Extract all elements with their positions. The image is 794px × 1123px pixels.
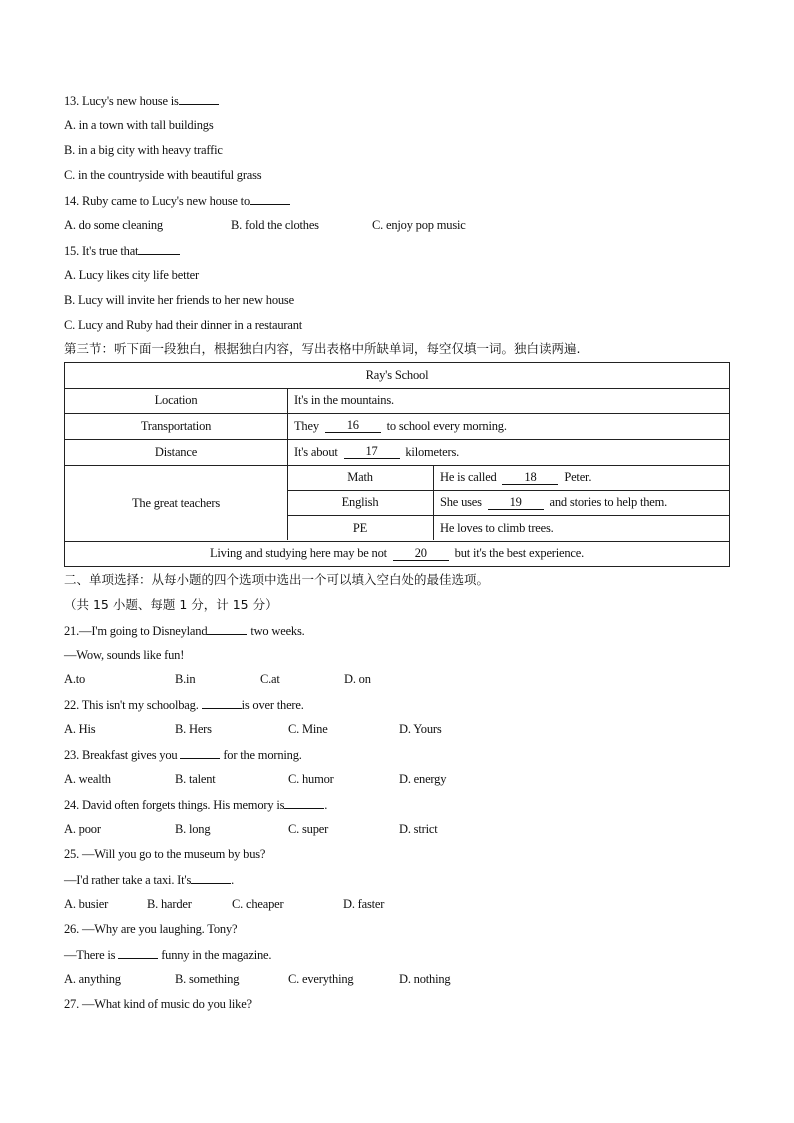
q25-option-c: C. cheaper	[232, 897, 284, 911]
answer-blank	[138, 242, 180, 255]
q21-option-d: D. on	[344, 672, 371, 686]
answer-blank	[191, 871, 231, 884]
location-value: It's in the mountains.	[294, 393, 394, 407]
q25-option-a: A. busier	[64, 897, 109, 911]
part-2-note: （共 15 小题、每题 1 分，计 15 分）	[64, 597, 278, 612]
q26-option-a: A. anything	[64, 972, 121, 986]
q13-option-b: B. in a big city with heavy traffic	[64, 143, 223, 157]
blank-19: 19	[488, 496, 544, 510]
q21-line1: 21.—I'm going to Disneyland two weeks.	[64, 624, 305, 638]
table-footer: Living and studying here may be not 20 but it's the best experience.	[209, 545, 585, 560]
q23-option-b: B. talent	[175, 772, 216, 786]
answer-blank	[207, 622, 247, 635]
q23-option-c: C. humor	[288, 772, 334, 786]
math-label: Math	[347, 470, 373, 484]
q22-option-b: B. Hers	[175, 722, 212, 736]
q25-option-b: B. harder	[147, 897, 192, 911]
teachers-label: The great teachers	[131, 495, 220, 510]
table-title: Ray's School	[365, 368, 429, 382]
q13-option-c: C. in the countryside with beautiful grass	[64, 168, 262, 182]
answer-blank	[202, 696, 242, 709]
q24-option-b: B. long	[175, 822, 211, 836]
q15-option-c: C. Lucy and Ruby had their dinner in a restaurant	[64, 318, 303, 332]
english-value: She uses 19 and stories to help them.	[440, 494, 668, 509]
section-3-instructions: 第三节：听下面一段独白，根据独白内容，写出表格中所缺单词，每空仅填一词。独白读两遍.	[64, 341, 581, 356]
q26-line1: 26. —Why are you laughing. Tony?	[64, 922, 238, 936]
q25-option-d: D. faster	[343, 897, 385, 911]
q15-option-a: A. Lucy likes city life better	[64, 268, 199, 282]
q13-option-a: A. in a town with tall buildings	[64, 118, 214, 132]
q25-line1: 25. —Will you go to the museum by bus?	[64, 847, 266, 861]
blank-17: 17	[344, 445, 400, 459]
pe-value: He loves to climb trees.	[440, 520, 554, 535]
q23-option-d: D. energy	[399, 772, 447, 786]
math-value: He is called 18 Peter.	[440, 469, 592, 484]
blank-20: 20	[393, 547, 449, 561]
q23-stem: 23. Breakfast gives you for the morning.	[64, 748, 302, 762]
q21-option-a: A.to	[64, 672, 86, 686]
answer-blank	[118, 946, 158, 959]
q15-option-b: B. Lucy will invite her friends to her new house	[64, 293, 294, 307]
rays-school-table	[64, 362, 730, 567]
answer-blank	[180, 746, 220, 759]
q21-option-c: C.at	[260, 672, 280, 686]
q14-option-a: A. do some cleaning	[64, 218, 163, 232]
q24-option-a: A. poor	[64, 822, 101, 836]
q21-line2: —Wow, sounds like fun!	[64, 648, 185, 662]
distance-value: It's about 17 kilometers.	[294, 444, 460, 459]
q22-stem: 22. This isn't my schoolbag. is over there.	[64, 698, 304, 712]
answer-blank	[250, 192, 290, 205]
distance-label: Distance	[154, 444, 198, 459]
q14-option-b: B. fold the clothes	[231, 218, 319, 232]
english-label: English	[341, 495, 379, 509]
transportation-value: They 16 to school every morning.	[294, 418, 507, 433]
q24-option-c: C. super	[288, 822, 329, 836]
q26-option-b: B. something	[175, 972, 240, 986]
q21-option-b: B.in	[175, 672, 196, 686]
q22-option-d: D. Yours	[399, 722, 442, 736]
part-2-heading: 二、单项选择：从每小题的四个选项中选出一个可以填入空白处的最佳选项。	[64, 572, 490, 587]
transportation-label: Transportation	[140, 418, 212, 433]
blank-16: 16	[325, 419, 381, 433]
q24-stem: 24. David often forgets things. His memory is .	[64, 798, 328, 812]
answer-blank	[284, 796, 324, 809]
q23-option-a: A. wealth	[64, 772, 111, 786]
q15-stem: 15. It's true that	[64, 242, 180, 259]
pe-label: PE	[352, 520, 368, 535]
q14-stem: 14. Ruby came to Lucy's new house to	[64, 192, 290, 209]
q26-option-d: D. nothing	[399, 972, 451, 986]
answer-blank	[179, 92, 219, 105]
q24-option-d: D. strict	[399, 822, 438, 836]
q22-option-c: C. Mine	[288, 722, 328, 736]
q25-line2: —I'd rather take a taxi. It's .	[64, 873, 235, 887]
q26-line2: —There is funny in the magazine.	[64, 948, 272, 962]
q14-option-c: C. enjoy pop music	[372, 218, 466, 232]
q13-stem: 13. Lucy's new house is	[64, 92, 219, 109]
blank-18: 18	[502, 471, 558, 485]
q22-option-a: A. His	[64, 722, 96, 736]
q26-option-c: C. everything	[288, 972, 354, 986]
location-label: Location	[154, 393, 198, 407]
q27-line1: 27. —What kind of music do you like?	[64, 997, 252, 1011]
